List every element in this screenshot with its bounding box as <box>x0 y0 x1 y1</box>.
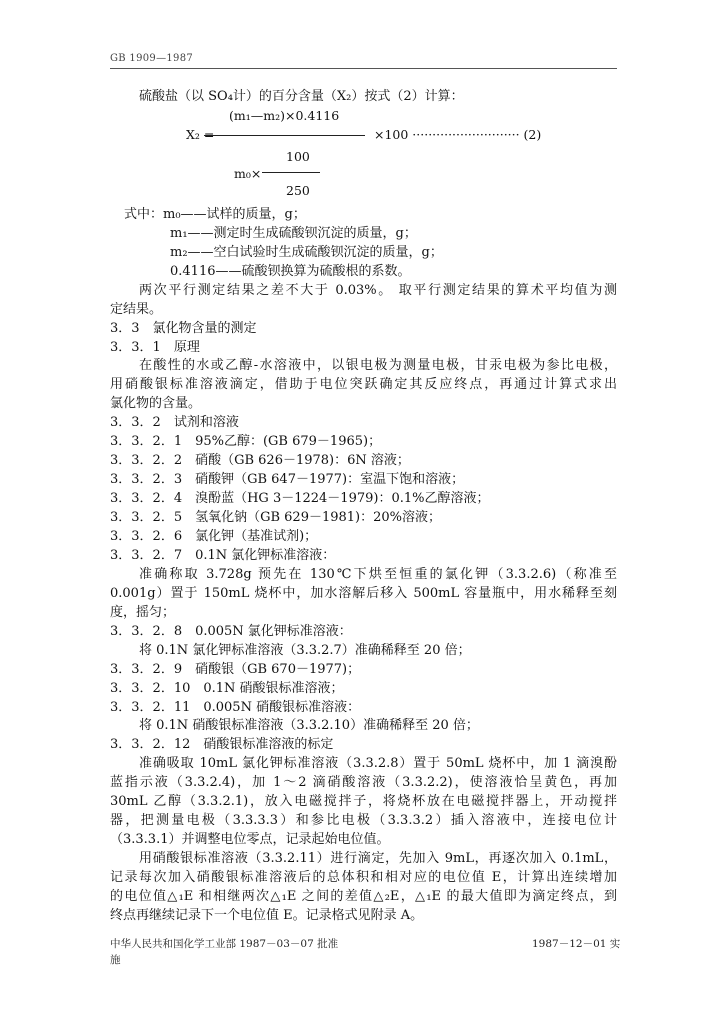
section-3-3-2-heading: 3．3．2 试剂和溶液 <box>110 415 239 430</box>
reagent-3-3-2-11: 3．3．2．11 0.005N 硝酸银标准溶液： <box>110 700 361 715</box>
para-titrate-2: 记录每次加入硝酸银标准溶液后的总体积和相对应的电位值 E，计算出连续增加 <box>110 870 617 885</box>
para-standardize-1: 准确吸取 10mL 氯化钾标准溶液（3.3.2.8）置于 50mL 烧杯中，加 1 滴溴酚 <box>139 756 617 771</box>
para-standardize-4: 器，把测量电极（3.3.3.3）和参比电极（3.3.3.2）插入溶液中，连接电位计 <box>110 813 617 828</box>
para-agno3-dilute: 将 0.1N 硝酸银标准溶液（3.3.2.10）准确稀释至 20 倍； <box>139 718 479 733</box>
formula-inner-fraction-bar <box>262 172 320 173</box>
formula-m0-times: m₀× <box>234 166 262 181</box>
reagent-3-3-2-6: 3．3．2．6 氯化钾（基准试剂)； <box>110 529 318 544</box>
para-titrate-4: 终点再继续记录下一个电位值 E。记录格式见附录 A。 <box>110 908 424 923</box>
reagent-3-3-2-2: 3．3．2．2 硝酸（GB 626－1978)：6N 溶液； <box>110 453 410 468</box>
where-m0: m₀——试样的质量，g； <box>163 207 306 222</box>
reagent-3-3-2-1: 3．3．2．1 95%乙醇：(GB 679－1965)； <box>110 434 382 449</box>
reagent-3-3-2-8: 3．3．2．8 0.005N 氯化钾标准溶液： <box>110 624 352 639</box>
para-principle-1: 在酸性的水或乙醇-水溶液中，以银电极为测量电极，甘汞电极为参比电极， <box>139 358 617 373</box>
where-m1: m₁——测定时生成硫酸钡沉淀的质量，g； <box>170 226 417 241</box>
para-standardize-2: 蓝指示液（3.3.2.4)，加 1～2 滴硝酸溶液（3.3.2.2)，使溶液恰呈黄色，再加 <box>110 775 617 790</box>
formula-lhs: X₂ = <box>186 127 215 142</box>
standard-code-header: GB 1909—1987 <box>110 53 194 64</box>
reagent-3-3-2-4: 3．3．2．4 溴酚蓝（HG 3－1224－1979)：0.1%乙醇溶液； <box>110 491 490 506</box>
para-kcl-prep-3: 度，摇匀； <box>110 605 176 620</box>
where-label <box>124 205 617 225</box>
para-titrate-3: 的电位值△₁E 和相继两次△₁E 之间的差值△₂E，△₁E 的最大值即为滴定终点，到 <box>110 889 617 904</box>
reagent-3-3-2-9: 3．3．2．9 硝酸银（GB 670－1977)； <box>110 662 361 677</box>
para-tolerance-2: 定结果。 <box>110 302 163 317</box>
section-3-3-heading: 3．3 氯化物含量的测定 <box>110 321 257 336</box>
formula-inner-denominator: 250 <box>286 183 310 198</box>
para-kcl-prep-1: 准确称取 3.728g 预先在 130℃下烘至恒重的氯化钾（3.3.2.6)（称准至 <box>139 567 617 582</box>
formula-main-fraction-bar <box>204 135 365 136</box>
reagent-3-3-2-5: 3．3．2．5 氢氧化钠（GB 629－1981)：20%溶液； <box>110 510 442 525</box>
formula-intro: 硫酸盐（以 SO₄计）的百分含量（X₂）按式（2）计算： <box>139 89 464 104</box>
section-3-3-1-heading: 3．3．1 原理 <box>110 340 200 355</box>
para-kcl-dilute: 将 0.1N 氯化钾标准溶液（3.3.2.7）准确稀释至 20 倍； <box>139 643 471 658</box>
para-standardize-3: 30mL 乙醇（3.3.2.1)，放入电磁搅拌子，将烧杯放在电磁搅拌器上，开动搅拌 <box>110 794 617 809</box>
where-m2: m₂——空白试验时生成硫酸钡沉淀的质量，g； <box>170 245 443 260</box>
formula-inner-numerator: 100 <box>286 149 310 164</box>
footer-approval: 中华人民共和国化学工业部 1987－03－07 批准 <box>110 938 339 950</box>
para-principle-2: 用硝酸银标准溶液滴定，借助于电位突跃确定其反应终点，再通过计算式求出 <box>110 377 617 392</box>
where-coefficient: 0.4116——硫酸钡换算为硫酸根的系数。 <box>170 264 411 279</box>
formula-numerator: (m₁—m₂)×0.4116 <box>229 108 340 123</box>
reagent-3-3-2-12: 3．3．2．12 硝酸银标准溶液的标定 <box>110 737 334 752</box>
header-divider <box>110 68 617 69</box>
formula-times100: ×100 ··························· (2) <box>374 127 542 142</box>
where-label-text: 式中： <box>124 207 164 222</box>
reagent-3-3-2-3: 3．3．2．3 硝酸钾（GB 647－1977)：室温下饱和溶液； <box>110 472 465 487</box>
footer-implementation-date: 1987－12－01 实 <box>532 938 621 950</box>
reagent-3-3-2-10: 3．3．2．10 0.1N 硝酸银标准溶液； <box>110 681 344 696</box>
reagent-3-3-2-7: 3．3．2．7 0.1N 氯化钾标准溶液： <box>110 548 336 563</box>
para-standardize-5: （3.3.3.1）并调整电位零点，记录起始电位值。 <box>110 832 390 847</box>
para-kcl-prep-2: 0.001g）置于 150mL 烧杯中，加水溶解后移入 500mL 容量瓶中，用水稀释至刻 <box>110 586 617 601</box>
para-titrate-1: 用硝酸银标准溶液（3.3.2.11）进行滴定，先加入 9mL，再逐次加入 0.1mL， <box>139 851 617 866</box>
footer-implement-suffix: 施 <box>110 954 121 966</box>
para-tolerance-1: 两次平行测定结果之差不大于 0.03%。 取平行测定结果的算术平均值为测 <box>139 283 617 298</box>
para-principle-3: 氯化物的含量。 <box>110 396 202 411</box>
